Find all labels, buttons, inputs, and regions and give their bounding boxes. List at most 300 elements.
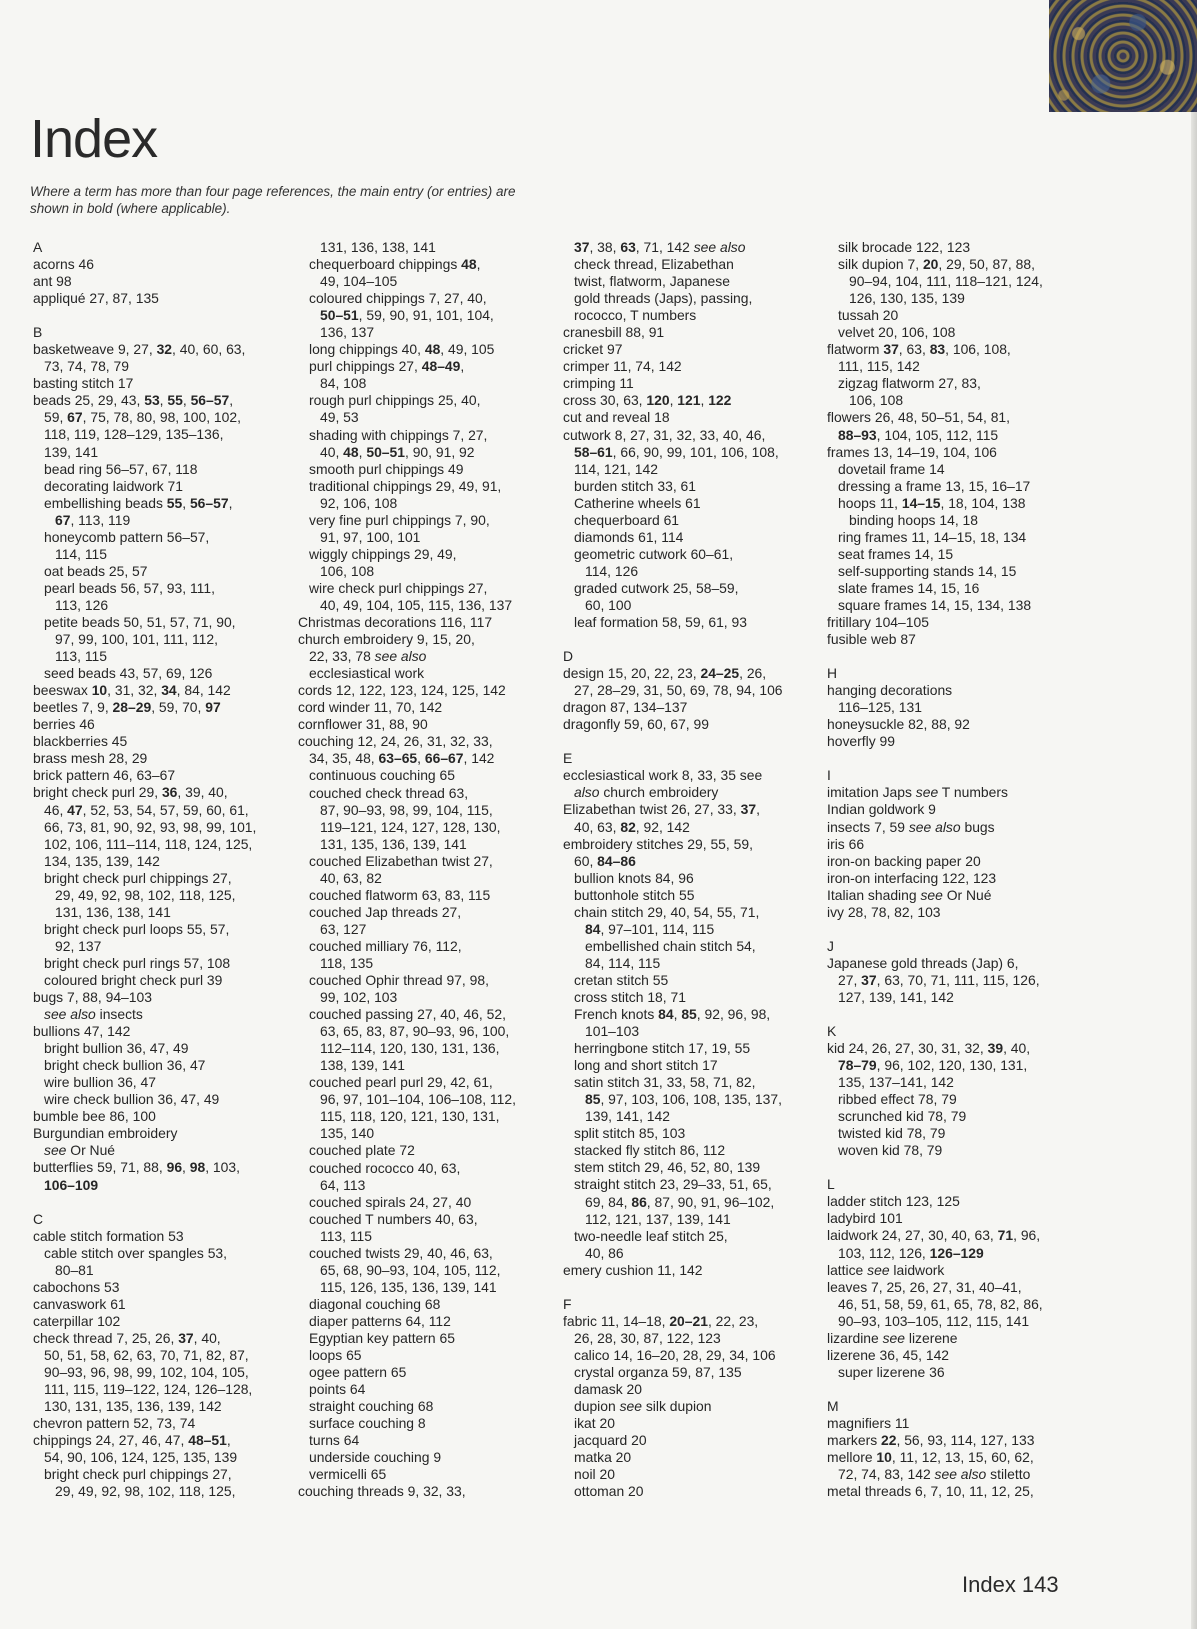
index-entry: caterpillar 102 [33,1312,121,1329]
index-entry: lattice see laidwork [827,1261,945,1278]
index-entry: iron-on backing paper 20 [827,852,981,869]
index-subentry: 92, 137 [55,937,102,954]
index-subentry: couched spirals 24, 27, 40 [309,1193,472,1210]
index-entry: ecclesiastical work 8, 33, 35 see [563,767,763,784]
index-letter-heading: M [827,1397,839,1414]
index-subentry: decorating laidwork 71 [44,477,183,494]
index-subentry: 119–121, 124, 127, 128, 130, [320,818,501,835]
index-subentry: 87, 90–93, 98, 99, 104, 115, [320,801,493,818]
index-subentry: Catherine wheels 61 [574,494,701,511]
index-entry: chevron pattern 52, 73, 74 [33,1415,196,1432]
index-entry: berries 46 [33,716,95,733]
index-subentry: ogee pattern 65 [309,1364,407,1381]
index-subentry: damask 20 [574,1381,642,1397]
index-subentry: couched Jap threads 27, [309,903,462,920]
index-subentry: 106, 108 [849,392,904,409]
index-subentry: 84, 108 [320,375,367,392]
index-subentry: couched passing 27, 40, 46, 52, [309,1006,506,1023]
index-subentry: two-needle leaf stitch 25, [574,1227,728,1244]
index-entry: cable stitch formation 53 [33,1227,184,1244]
index-entry: appliqué 27, 87, 135 [33,290,159,307]
index-entry: brass mesh 28, 29 [33,750,148,767]
index-subentry: wire bullion 36, 47 [44,1074,156,1091]
index-entry: basting stitch 17 [33,375,134,392]
index-subentry: 60, 84–86 [574,852,636,869]
index-subentry: 131, 136, 138, 141 [320,239,436,255]
index-subentry: jacquard 20 [574,1432,647,1449]
index-subentry: see Or Nué [44,1142,116,1159]
index-subentry: 111, 115, 142 [838,358,920,375]
index-entry: ivy 28, 78, 82, 103 [827,903,941,920]
index-letter-heading: J [827,937,834,954]
index-subentry: pearl beads 56, 57, 93, 111, [44,579,215,596]
index-subentry: stacked fly stitch 86, 112 [574,1142,726,1159]
index-subentry: 85, 97, 103, 106, 108, 135, 137, [585,1091,782,1108]
index-letter-heading: C [33,1210,44,1227]
index-entry: fusible web 87 [827,631,916,648]
index-subentry: chequerboard 61 [574,511,680,528]
index-entry: dragon 87, 134–137 [563,699,688,716]
index-entry: chippings 24, 27, 46, 47, 48–51, [33,1432,231,1449]
index-entry: laidwork 24, 27, 30, 40, 63, 71, 96, [827,1227,1041,1244]
index-subentry: 37, 38, 63, 71, 142 see also [574,239,746,255]
index-subentry: check thread, Elizabethan [574,256,734,273]
index-subentry: vermicelli 65 [309,1466,387,1483]
index-entry: basketweave 9, 27, 32, 40, 60, 63, [33,341,246,358]
index-entry: ant 98 [33,273,72,290]
index-subentry: 135, 137–141, 142 [838,1074,954,1091]
index-column-4 [827,239,1079,1500]
index-subentry: 40, 49, 104, 105, 115, 136, 137 [320,596,513,613]
index-subentry: velvet 20, 106, 108 [838,324,956,341]
index-subentry: straight stitch 23, 29–33, 51, 65, [574,1176,772,1193]
index-subentry: 50–51, 59, 90, 91, 101, 104, [320,307,494,324]
index-subentry: Egyptian key pattern 65 [309,1330,455,1346]
index-subentry: long and short stitch 17 [574,1057,718,1074]
index-subentry: very fine purl chippings 7, 90, [309,511,490,528]
index-subentry: silk brocade 122, 123 [838,239,971,255]
index-subentry: bright check bullion 36, 47 [44,1057,206,1074]
index-entry: cabochons 53 [33,1278,120,1295]
index-subentry: bright check purl chippings 27, [44,1466,232,1483]
index-subentry: 49, 53 [320,409,359,426]
index-subentry: 90–93, 96, 98, 99, 102, 104, 105, [44,1364,249,1380]
index-entry: iris 66 [827,835,865,852]
index-entry: cord winder 11, 70, 142 [298,699,443,716]
index-subentry: wiggly chippings 29, 49, [309,545,457,562]
index-subentry: also church embroidery [574,784,719,801]
index-entry: beetles 7, 9, 28–29, 59, 70, 97 [33,699,221,716]
index-entry: magnifiers 11 [827,1414,910,1431]
index-subentry: couched flatworm 63, 83, 115 [309,886,491,903]
index-subentry: silk dupion 7, 20, 29, 50, 87, 88, [838,256,1035,273]
index-subentry: seed beads 43, 57, 69, 126 [44,665,213,682]
index-subentry: 63, 65, 83, 87, 90–93, 96, 100, [320,1023,510,1040]
index-subentry: couched pearl purl 29, 42, 61, [309,1074,493,1091]
index-subentry: 84, 114, 115 [585,954,661,971]
index-subentry: 72, 74, 83, 142 see also stiletto [838,1466,1031,1483]
index-column-2 [298,239,550,1500]
index-subentry: 40, 63, 82, 92, 142 [574,818,690,835]
index-subentry: 126, 130, 135, 139 [849,290,965,307]
index-subentry: smooth purl chippings 49 [309,460,464,477]
index-column-3 [563,239,815,1500]
index-subentry: 22, 33, 78 see also [309,648,427,665]
index-subentry: burden stitch 33, 61 [574,477,697,494]
index-subentry: 113, 115 [320,1227,373,1244]
index-entry: Burgundian embroidery [33,1125,178,1142]
index-subentry: embellished chain stitch 54, [585,937,756,954]
index-subentry: geometric cutwork 60–61, [574,545,734,562]
index-entry: flowers 26, 48, 50–51, 54, 81, [827,409,1011,426]
index-spacer [827,1381,1079,1398]
index-subentry: dovetail frame 14 [838,460,945,477]
index-subentry: 114, 121, 142 [574,460,658,477]
index-entry: emery cushion 11, 142 [563,1261,703,1278]
index-entry: hanging decorations [827,682,953,699]
index-subentry: underside couching 9 [309,1449,442,1466]
index-subentry: turns 64 [309,1432,360,1449]
index-subentry: zigzag flatworm 27, 83, [838,375,981,392]
index-letter-heading: F [563,1295,572,1312]
index-subentry: rough purl chippings 25, 40, [309,392,481,409]
index-entry: hoverfly 99 [827,733,895,750]
index-subentry: diagonal couching 68 [309,1295,441,1312]
index-letter-heading: E [563,750,573,767]
index-subentry: 40, 63, 82 [320,869,382,886]
index-entry: cords 12, 122, 123, 124, 125, 142 [298,682,506,699]
index-subentry: ottoman 20 [574,1483,644,1500]
index-subentry: bullion knots 84, 96 [574,869,694,886]
index-subentry: 127, 139, 141, 142 [838,988,954,1005]
index-subentry: 46, 47, 52, 53, 54, 57, 59, 60, 61, [44,801,249,818]
index-subentry: purl chippings 27, 48–49, [309,358,465,375]
index-subentry: woven kid 78, 79 [838,1142,943,1159]
index-subentry: 115, 126, 135, 136, 139, 141 [320,1278,497,1295]
decorative-embroidery-image [1049,0,1197,112]
index-subentry: 102, 106, 111–114, 118, 124, 125, [44,835,253,852]
index-subentry: tussah 20 [838,307,899,324]
index-subentry: 106, 108 [320,562,375,579]
index-entry: frames 13, 14–19, 104, 106 [827,443,997,460]
index-letter-heading: L [827,1176,835,1193]
index-subentry: traditional chippings 29, 49, 91, [309,477,502,494]
index-subentry: buttonhole stitch 55 [574,886,695,903]
index-entry: cross 30, 63, 120, 121, 122 [563,392,732,409]
index-subentry: 40, 86 [585,1244,624,1261]
index-subentry: calico 14, 16–20, 28, 29, 34, 106 [574,1346,776,1363]
index-subentry: 46, 51, 58, 59, 61, 65, 78, 82, 86, [838,1295,1043,1312]
index-subentry: 113, 115 [55,648,108,665]
index-spacer [563,631,815,648]
index-letter-heading: D [563,648,574,665]
index-entry: insects 7, 59 see also bugs [827,818,995,835]
index-subentry: ikat 20 [574,1415,615,1432]
index-subentry: seat frames 14, 15 [838,545,954,562]
index-subentry: 111, 115, 119–122, 124, 126–128, [44,1381,253,1398]
index-subentry: 103, 112, 126, 126–129 [838,1244,984,1261]
index-subentry: chain stitch 29, 40, 54, 55, 71, [574,903,760,920]
index-entry: Italian shading see Or Nué [827,886,992,903]
index-subentry: 88–93, 104, 105, 112, 115 [838,426,999,443]
index-subentry: couched check thread 63, [309,784,469,801]
index-subentry: see also insects [44,1006,143,1023]
index-subentry: 130, 131, 135, 136, 139, 142 [44,1398,222,1415]
index-subentry: diamonds 61, 114 [574,528,684,545]
index-subentry: 91, 97, 100, 101 [320,528,421,545]
index-subentry: 66, 73, 81, 90, 92, 93, 98, 99, 101, [44,818,257,835]
index-entry: dragonfly 59, 60, 67, 99 [563,716,709,733]
index-subentry: couched milliary 76, 112, [309,937,462,954]
index-column-1 [33,239,285,1500]
index-letter-heading: I [827,767,831,784]
index-subentry: rococco, T numbers [574,307,697,324]
index-subentry: straight couching 68 [309,1398,434,1415]
index-entry: brick pattern 46, 63–67 [33,767,176,784]
index-subentry: loops 65 [309,1347,362,1364]
index-subentry: 99, 102, 103 [320,989,398,1006]
index-entry: lizardine see lizerene [827,1329,958,1346]
index-subentry: binding hoops 14, 18 [849,511,978,528]
index-subentry: scrunched kid 78, 79 [838,1108,967,1125]
index-entry: flatworm 37, 63, 83, 106, 108, [827,341,1011,358]
index-subentry: 59, 67, 75, 78, 80, 98, 100, 102, [44,409,241,426]
index-entry: lizerene 36, 45, 142 [827,1346,950,1363]
index-subentry: 97, 99, 100, 101, 111, 112, [55,631,218,648]
index-subentry: bead ring 56–57, 67, 118 [44,460,198,477]
index-subentry: 27, 28–29, 31, 50, 69, 78, 94, 106 [574,682,783,699]
index-subentry: square frames 14, 15, 134, 138 [838,596,1032,613]
index-entry: butterflies 59, 71, 88, 96, 98, 103, [33,1159,240,1176]
index-subentry: 131, 135, 136, 139, 141 [320,835,467,852]
index-subentry: 40, 48, 50–51, 90, 91, 92 [320,443,475,460]
index-subentry: wire check bullion 36, 47, 49 [44,1091,220,1108]
index-subentry: bright check purl loops 55, 57, [44,920,230,937]
index-subentry: 136, 137 [320,324,375,341]
index-entry: acorns 46 [33,256,95,273]
index-entry: cutwork 8, 27, 31, 32, 33, 40, 46, [563,426,766,443]
index-subentry: cross stitch 18, 71 [574,988,686,1005]
index-subentry: 139, 141, 142 [585,1108,670,1125]
index-subentry: bright check purl chippings 27, [44,869,232,886]
index-entry: honeysuckle 82, 88, 92 [827,716,970,733]
index-entry: bugs 7, 88, 94–103 [33,989,152,1006]
index-subentry: 114, 126 [585,562,639,579]
index-subentry: 49, 104–105 [320,273,398,290]
index-subentry: couched rococco 40, 63, [309,1159,461,1176]
index-entry: bright check purl 29, 36, 39, 40, [33,784,228,801]
index-entry: crimper 11, 74, 142 [563,358,682,375]
index-subentry: twisted kid 78, 79 [838,1125,946,1142]
index-subentry: 63, 127 [320,920,367,937]
index-entry: embroidery stitches 29, 55, 59, [563,835,753,852]
index-entry: cranesbill 88, 91 [563,324,665,341]
index-subentry: stem stitch 29, 46, 52, 80, 139 [574,1159,761,1176]
index-subentry: 58–61, 66, 90, 99, 101, 106, 108, [574,443,779,460]
index-subentry: 65, 68, 90–93, 104, 105, 112, [320,1261,501,1278]
index-entry: canvaswork 61 [33,1295,126,1312]
index-spacer [33,1194,285,1211]
index-spacer [827,750,1079,767]
index-subentry: couched T numbers 40, 63, [309,1210,478,1227]
index-subentry: cretan stitch 55 [574,971,669,988]
index-subentry: chequerboard chippings 48, [309,256,481,273]
index-subentry: 92, 106, 108 [320,494,398,511]
index-subentry: 78–79, 96, 102, 120, 130, 131, [838,1057,1028,1074]
index-intro-note: Where a term has more than four page references, the main entry (or entries) are shown in bold (where applicable). [30,184,516,216]
index-entry: ladybird 101 [827,1210,903,1227]
index-subentry: dupion see silk dupion [574,1398,712,1415]
index-subentry: couched plate 72 [309,1142,415,1159]
index-subentry: 29, 49, 92, 98, 102, 118, 125, [55,886,236,903]
index-subentry: herringbone stitch 17, 19, 55 [574,1040,751,1057]
index-subentry: self-supporting stands 14, 15 [838,562,1017,579]
index-subentry: embellishing beads 55, 56–57, [44,494,233,511]
index-subentry: gold threads (Japs), passing, [574,290,753,307]
index-subentry: matka 20 [574,1449,632,1466]
index-entry: design 15, 20, 22, 23, 24–25, 26, [563,665,767,682]
index-subentry: 139, 141 [44,443,99,460]
index-subentry: couched twists 29, 40, 46, 63, [309,1244,493,1261]
index-subentry: 135, 140 [320,1125,375,1142]
index-subentry: graded cutwork 25, 58–59, [574,579,739,596]
index-subentry: 90–94, 104, 111, 118–121, 124, [849,273,1043,290]
index-subentry: diaper patterns 64, 112 [309,1312,451,1329]
index-subentry: 90–93, 103–105, 112, 115, 141 [838,1312,1030,1329]
page-number-footer: Index 143 [962,1572,1059,1597]
index-subentry: long chippings 40, 48, 49, 105 [309,341,495,358]
index-subentry: coloured bright check purl 39 [44,971,223,988]
index-subentry: 34, 35, 48, 63–65, 66–67, 142 [309,750,495,767]
index-entry: couching threads 9, 32, 33, [298,1483,466,1500]
index-letter-heading: B [33,324,43,341]
index-entry: church embroidery 9, 15, 20, [298,631,475,648]
index-subentry: 112–114, 120, 130, 131, 136, [320,1040,500,1057]
index-subentry: satin stitch 31, 33, 58, 71, 82, [574,1074,756,1091]
index-subentry: super lizerene 36 [838,1363,945,1380]
index-entry: metal threads 6, 7, 10, 11, 12, 25, [827,1483,1034,1500]
index-subentry: ribbed effect 78, 79 [838,1091,957,1108]
index-entry: beads 25, 29, 43, 53, 55, 56–57, [33,392,234,409]
index-subentry: 114, 115 [55,545,108,562]
index-entry: Elizabethan twist 26, 27, 33, 37, [563,801,760,818]
index-subentry: 118, 135 [320,954,374,971]
index-subentry: 113, 126 [55,596,109,613]
index-subentry: slate frames 14, 15, 16 [838,579,980,596]
index-spacer [827,1006,1079,1023]
index-spacer [827,648,1079,665]
index-subentry: shading with chippings 7, 27, [309,426,488,443]
page-edge [1191,0,1197,1629]
index-subentry: 27, 37, 63, 70, 71, 111, 115, 126, [838,971,1040,988]
index-subentry: hoops 11, 14–15, 18, 104, 138 [838,494,1026,511]
index-subentry: 131, 136, 138, 141 [55,903,171,920]
index-subentry: 112, 121, 137, 139, 141 [585,1210,731,1227]
index-subentry: coloured chippings 7, 27, 40, [309,290,487,307]
index-letter-heading: H [827,665,838,682]
index-subentry: leaf formation 58, 59, 61, 93 [574,614,747,631]
index-entry: blackberries 45 [33,733,128,750]
index-subentry: 84, 97–101, 114, 115 [585,920,715,937]
index-subentry: noil 20 [574,1466,615,1483]
index-subentry: 118, 119, 128–129, 135–136, [44,426,224,443]
index-subentry: oat beads 25, 57 [44,562,148,579]
index-subentry: 29, 49, 92, 98, 102, 118, 125, [55,1483,236,1500]
index-entry: cut and reveal 18 [563,409,670,426]
index-subentry: cable stitch over spangles 53, [44,1244,227,1261]
index-subentry: twist, flatworm, Japanese [574,273,730,290]
index-subentry: petite beads 50, 51, 57, 71, 90, [44,613,236,630]
index-subentry: 69, 84, 86, 87, 90, 91, 96–102, [585,1193,775,1210]
index-subentry: split stitch 85, 103 [574,1125,686,1142]
index-subentry: couched Elizabethan twist 27, [309,852,493,869]
index-entry: ladder stitch 123, 125 [827,1193,960,1210]
page-title: Index [30,109,158,169]
index-entry: Christmas decorations 116, 117 [298,614,493,631]
index-entry: leaves 7, 25, 26, 27, 31, 40–41, [827,1278,1022,1295]
index-subentry: French knots 84, 85, 92, 96, 98, [574,1006,771,1023]
index-letter-heading: A [33,239,43,255]
index-subentry: 50, 51, 58, 62, 63, 70, 71, 82, 87, [44,1346,249,1363]
index-entry: cornflower 31, 88, 90 [298,716,428,733]
index-letter-heading: K [827,1022,837,1039]
index-entry: fabric 11, 14–18, 20–21, 22, 23, [563,1312,759,1329]
index-entry: beeswax 10, 31, 32, 34, 84, 142 [33,682,231,699]
index-entry: Japanese gold threads (Jap) 6, [827,954,1019,971]
index-subentry: continuous couching 65 [309,767,455,784]
index-entry: cricket 97 [563,341,623,358]
index-spacer [563,1279,815,1296]
index-subentry: 96, 97, 101–104, 106–108, 112, [320,1091,516,1108]
index-entry: mellore 10, 11, 12, 13, 15, 60, 62, [827,1449,1034,1466]
index-spacer [827,1159,1079,1176]
index-subentry: 26, 28, 30, 87, 122, 123 [574,1329,721,1346]
index-entry: couching 12, 24, 26, 31, 32, 33, [298,733,493,750]
index-subentry: 67, 113, 119 [55,511,131,528]
index-subentry: 80–81 [55,1261,94,1278]
index-subentry: honeycomb pattern 56–57, [44,528,210,545]
index-subentry: crystal organza 59, 87, 135 [574,1363,742,1380]
index-subentry: 60, 100 [585,596,632,613]
index-subentry: bright bullion 36, 47, 49 [44,1040,189,1057]
index-entry: check thread 7, 25, 26, 37, 40, [33,1329,221,1346]
index-spacer [563,733,815,750]
index-subentry: 106–109 [44,1176,99,1193]
index-subentry: points 64 [309,1381,366,1398]
index-subentry: 116–125, 131 [838,699,922,716]
index-subentry: 73, 74, 78, 79 [44,358,129,375]
index-entry: bullions 47, 142 [33,1023,131,1040]
index-entry: bumble bee 86, 100 [33,1108,156,1125]
index-subentry: 115, 118, 120, 121, 130, 131, [320,1108,500,1125]
index-subentry: wire check purl chippings 27, [309,579,488,596]
index-entry: fritillary 104–105 [827,614,929,631]
index-subentry: 138, 139, 141 [320,1057,405,1074]
index-entry: iron-on interfacing 122, 123 [827,869,997,886]
index-subentry: 101–103 [585,1023,640,1040]
index-subentry: surface couching 8 [309,1415,426,1432]
index-entry: crimping 11 [563,375,634,392]
index-entry: markers 22, 56, 93, 114, 127, 133 [827,1432,1035,1448]
index-subentry: 64, 113 [320,1176,366,1193]
index-entry: Indian goldwork 9 [827,801,936,818]
index-spacer [33,307,285,324]
index-spacer [827,921,1079,938]
index-subentry: 134, 135, 139, 142 [44,852,160,869]
index-subentry: ring frames 11, 14–15, 18, 134 [838,528,1027,545]
index-subentry: ecclesiastical work [309,665,425,682]
index-entry: kid 24, 26, 27, 30, 31, 32, 39, 40, [827,1040,1031,1057]
